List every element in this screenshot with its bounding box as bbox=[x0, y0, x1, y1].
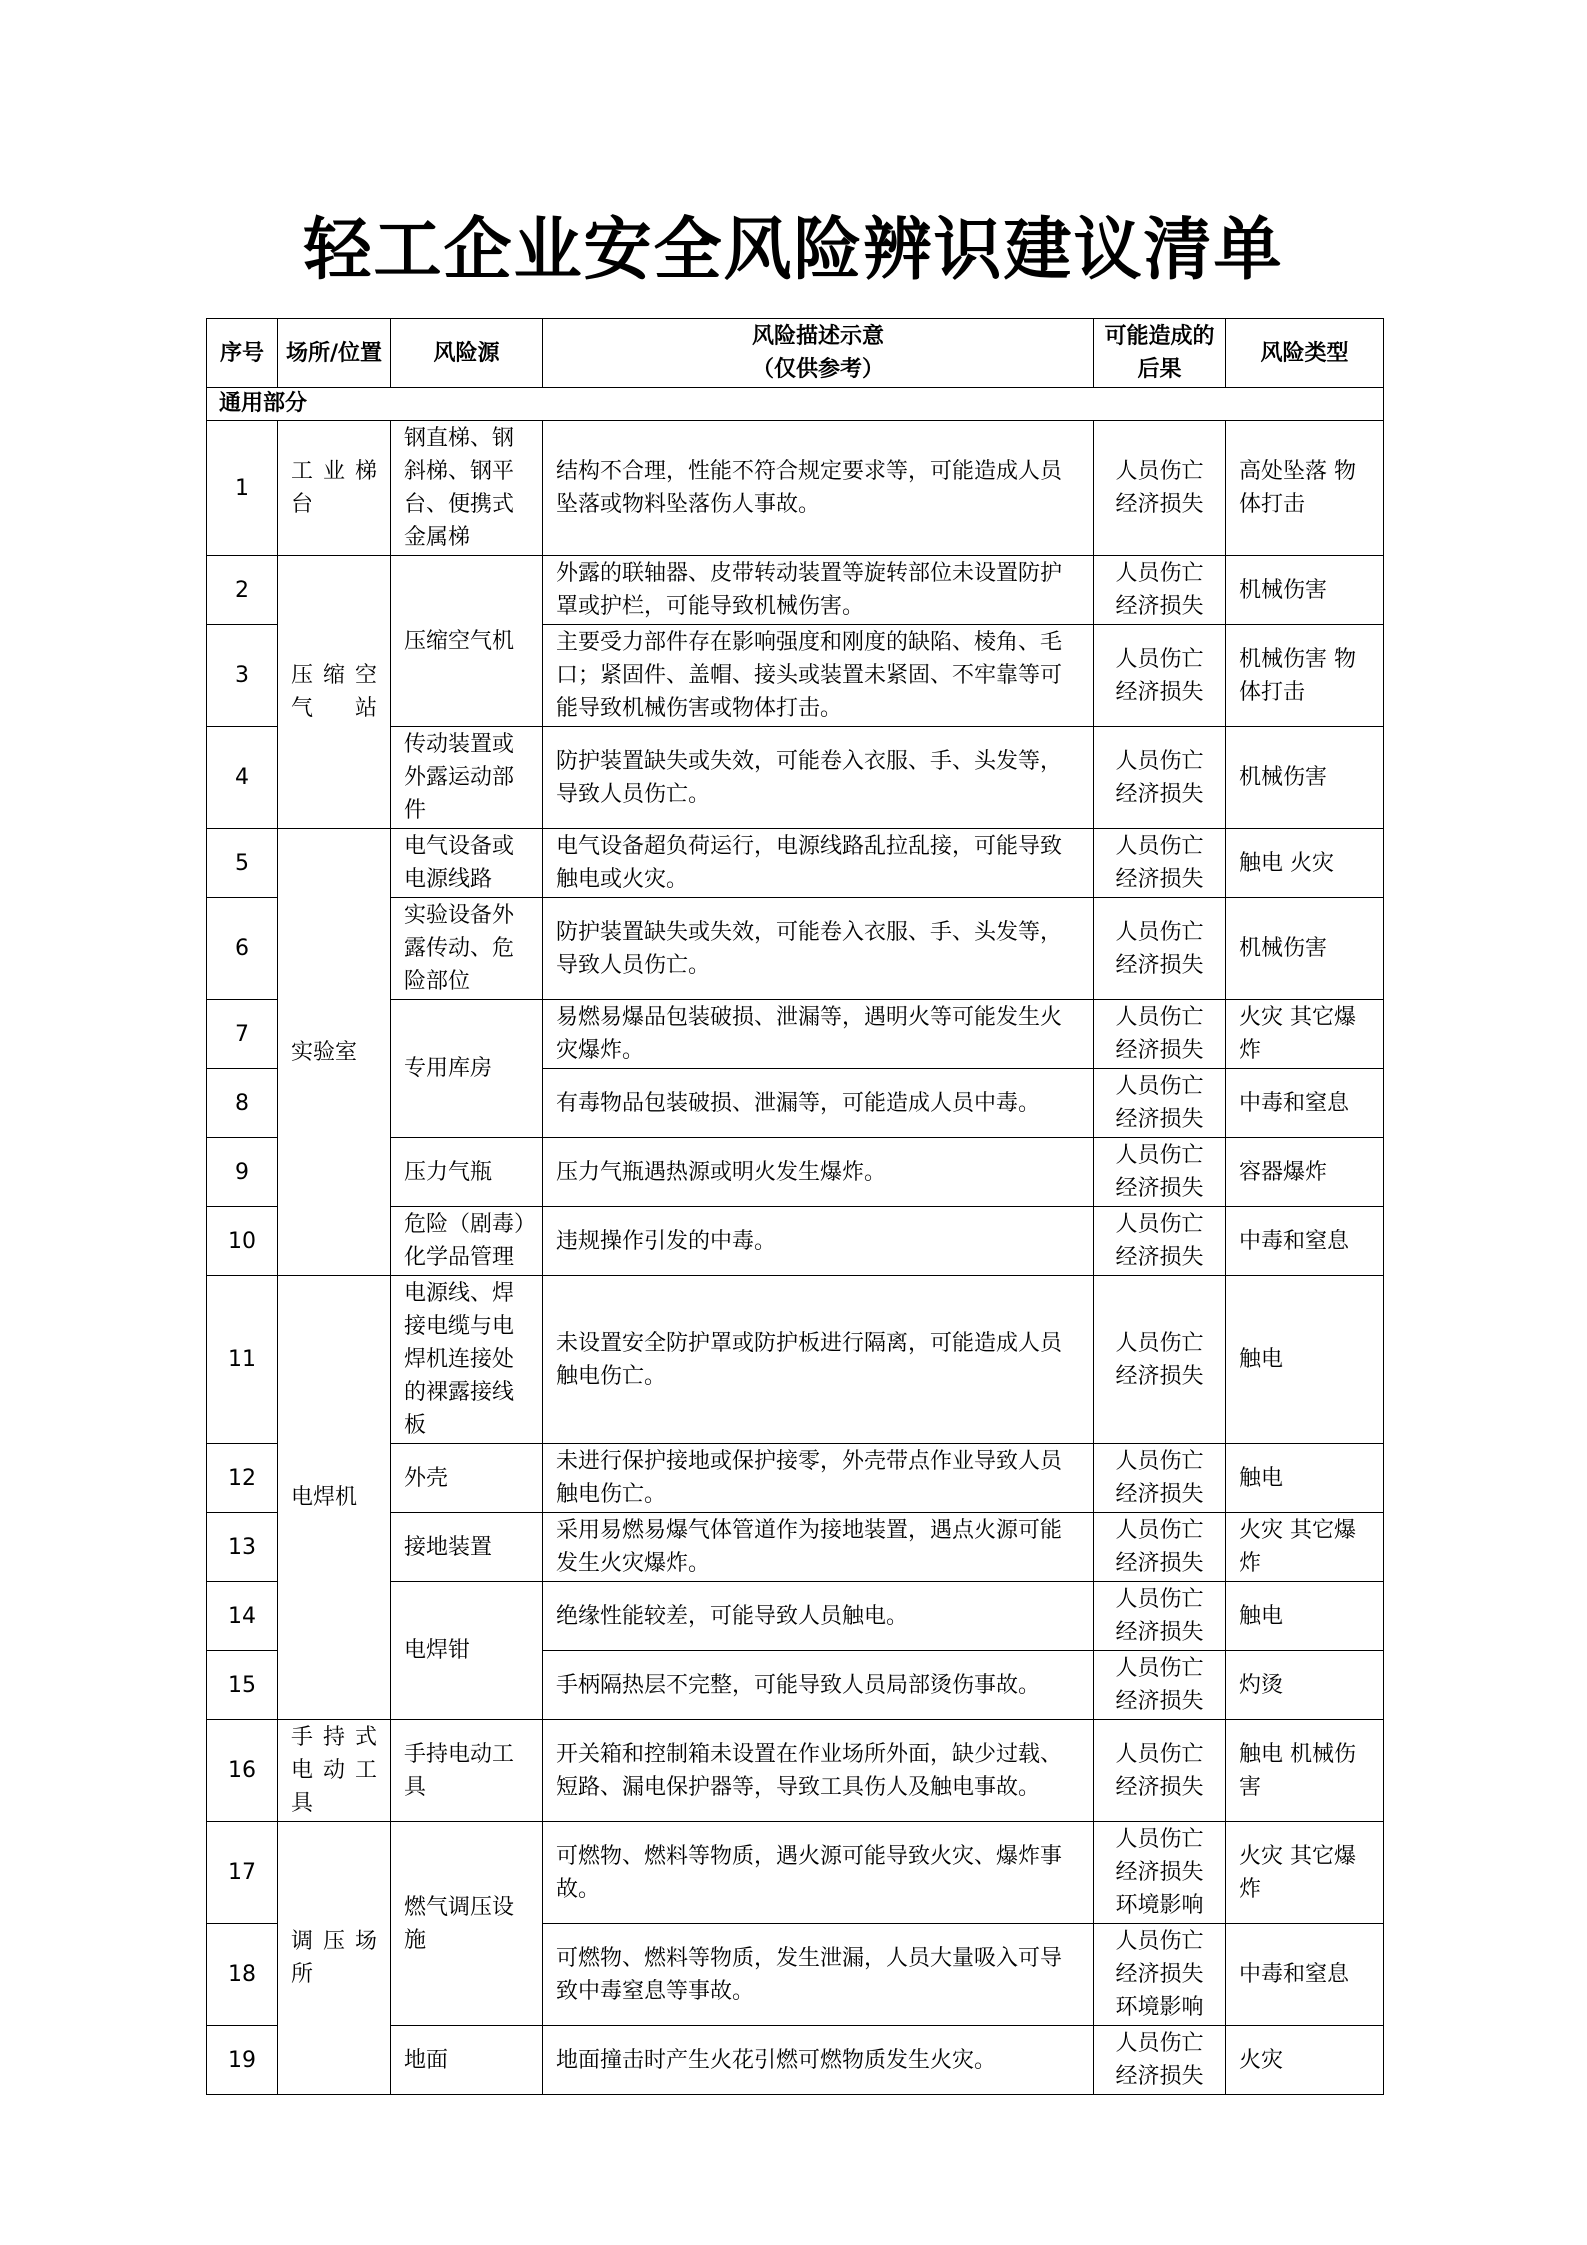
row-location: 工业梯台 bbox=[278, 421, 391, 556]
row-consequence: 人员伤亡 经济损失 bbox=[1094, 421, 1226, 556]
row-source: 外壳 bbox=[391, 1444, 543, 1513]
row-type: 触电 bbox=[1226, 1582, 1384, 1651]
row-consequence: 人员伤亡 经济损失 bbox=[1094, 1138, 1226, 1207]
row-type: 火灾 bbox=[1226, 2026, 1384, 2095]
row-type: 触电 机械伤害 bbox=[1226, 1720, 1384, 1822]
row-type: 触电 bbox=[1226, 1444, 1384, 1513]
row-type: 机械伤害 物体打击 bbox=[1226, 625, 1384, 727]
row-location: 调压场所 bbox=[278, 1822, 391, 2095]
row-source: 实验设备外露传动、危险部位 bbox=[391, 898, 543, 1000]
page-title: 轻工企业安全风险辨识建议清单 bbox=[303, 210, 1284, 290]
row-desc: 可燃物、燃料等物质，发生泄漏，人员大量吸入可导致中毒窒息等事故。 bbox=[543, 1924, 1094, 2026]
header-seq: 序号 bbox=[207, 319, 278, 388]
row-location: 电焊机 bbox=[278, 1276, 391, 1720]
section-row bbox=[207, 388, 1384, 421]
row-seq: 8 bbox=[207, 1069, 278, 1138]
row-seq: 6 bbox=[207, 898, 278, 1000]
row-seq: 13 bbox=[207, 1513, 278, 1582]
row-desc: 手柄隔热层不完整，可能导致人员局部烫伤事故。 bbox=[543, 1651, 1094, 1720]
row-seq: 11 bbox=[207, 1276, 278, 1444]
row-seq: 10 bbox=[207, 1207, 278, 1276]
header-desc-line1: 风险描述示意 bbox=[751, 324, 884, 349]
row-consequence: 人员伤亡 经济损失 bbox=[1094, 1069, 1226, 1138]
row-source: 危险（剧毒）化学品管理 bbox=[391, 1207, 543, 1276]
table-row bbox=[207, 1720, 1384, 1822]
row-seq: 5 bbox=[207, 829, 278, 898]
row-desc: 违规操作引发的中毒。 bbox=[543, 1207, 1094, 1276]
row-type: 中毒和窒息 bbox=[1226, 1207, 1384, 1276]
row-source: 压缩空气机 bbox=[391, 556, 543, 727]
header-desc-line2: （仅供参考） bbox=[751, 357, 884, 382]
row-desc: 开关箱和控制箱未设置在作业场所外面，缺少过载、短路、漏电保护器等，导致工具伤人及触电事故。 bbox=[543, 1720, 1094, 1822]
table-row bbox=[207, 1276, 1384, 1444]
header-desc bbox=[543, 319, 1094, 388]
row-seq: 14 bbox=[207, 1582, 278, 1651]
row-seq: 7 bbox=[207, 1000, 278, 1069]
row-seq: 2 bbox=[207, 556, 278, 625]
row-desc: 可燃物、燃料等物质，遇火源可能导致火灾、爆炸事故。 bbox=[543, 1822, 1094, 1924]
row-type: 火灾 其它爆炸 bbox=[1226, 1822, 1384, 1924]
row-source: 传动装置或外露运动部件 bbox=[391, 727, 543, 829]
header-type: 风险类型 bbox=[1226, 319, 1384, 388]
row-type: 机械伤害 bbox=[1226, 898, 1384, 1000]
row-consequence: 人员伤亡 经济损失 bbox=[1094, 1207, 1226, 1276]
row-consequence: 人员伤亡 经济损失 环境影响 bbox=[1094, 1924, 1226, 2026]
row-desc: 易燃易爆品包装破损、泄漏等，遇明火等可能发生火灾爆炸。 bbox=[543, 1000, 1094, 1069]
row-source: 电源线、焊接电缆与电焊机连接处的裸露接线板 bbox=[391, 1276, 543, 1444]
row-location: 手持式电动工具 bbox=[278, 1720, 391, 1822]
row-seq: 18 bbox=[207, 1924, 278, 2026]
header-consequence: 可能造成的后果 bbox=[1094, 319, 1226, 388]
row-source: 专用库房 bbox=[391, 1000, 543, 1138]
row-seq: 3 bbox=[207, 625, 278, 727]
table-row bbox=[207, 421, 1384, 556]
row-desc: 电气设备超负荷运行，电源线路乱拉乱接，可能导致触电或火灾。 bbox=[543, 829, 1094, 898]
row-type: 机械伤害 bbox=[1226, 556, 1384, 625]
row-desc: 有毒物品包装破损、泄漏等，可能造成人员中毒。 bbox=[543, 1069, 1094, 1138]
section-label: 通用部分 bbox=[207, 388, 1384, 421]
row-desc: 绝缘性能较差，可能导致人员触电。 bbox=[543, 1582, 1094, 1651]
row-type: 触电 火灾 bbox=[1226, 829, 1384, 898]
row-consequence: 人员伤亡 经济损失 bbox=[1094, 1513, 1226, 1582]
row-desc: 主要受力部件存在影响强度和刚度的缺陷、棱角、毛口；紧固件、盖帽、接头或装置未紧固、不牢靠等可能导致机械伤害或物体打击。 bbox=[543, 625, 1094, 727]
row-desc: 防护装置缺失或失效，可能卷入衣服、手、头发等，导致人员伤亡。 bbox=[543, 898, 1094, 1000]
row-source: 压力气瓶 bbox=[391, 1138, 543, 1207]
row-consequence: 人员伤亡 经济损失 环境影响 bbox=[1094, 1822, 1226, 1924]
risk-table bbox=[206, 318, 1384, 2095]
row-desc: 地面撞击时产生火花引燃可燃物质发生火灾。 bbox=[543, 2026, 1094, 2095]
row-consequence: 人员伤亡 经济损失 bbox=[1094, 1720, 1226, 1822]
row-seq: 16 bbox=[207, 1720, 278, 1822]
row-type: 灼烫 bbox=[1226, 1651, 1384, 1720]
row-consequence: 人员伤亡 经济损失 bbox=[1094, 625, 1226, 727]
row-consequence: 人员伤亡 经济损失 bbox=[1094, 1651, 1226, 1720]
row-consequence: 人员伤亡 经济损失 bbox=[1094, 727, 1226, 829]
row-consequence: 人员伤亡 经济损失 bbox=[1094, 829, 1226, 898]
row-desc: 未进行保护接地或保护接零，外壳带点作业导致人员触电伤亡。 bbox=[543, 1444, 1094, 1513]
row-seq: 12 bbox=[207, 1444, 278, 1513]
table-row bbox=[207, 556, 1384, 625]
row-source: 燃气调压设施 bbox=[391, 1822, 543, 2026]
table-header-row bbox=[207, 319, 1384, 388]
header-location: 场所/位置 bbox=[278, 319, 391, 388]
row-desc: 未设置安全防护罩或防护板进行隔离，可能造成人员触电伤亡。 bbox=[543, 1276, 1094, 1444]
table-row bbox=[207, 1822, 1384, 1924]
row-desc: 防护装置缺失或失效，可能卷入衣服、手、头发等，导致人员伤亡。 bbox=[543, 727, 1094, 829]
row-desc: 采用易燃易爆气体管道作为接地装置，遇点火源可能发生火灾爆炸。 bbox=[543, 1513, 1094, 1582]
row-type: 中毒和窒息 bbox=[1226, 1069, 1384, 1138]
table-row bbox=[207, 829, 1384, 898]
row-type: 触电 bbox=[1226, 1276, 1384, 1444]
row-consequence: 人员伤亡 经济损失 bbox=[1094, 556, 1226, 625]
row-seq: 1 bbox=[207, 421, 278, 556]
row-seq: 17 bbox=[207, 1822, 278, 1924]
row-consequence: 人员伤亡 经济损失 bbox=[1094, 1000, 1226, 1069]
row-type: 火灾 其它爆炸 bbox=[1226, 1000, 1384, 1069]
row-source: 接地装置 bbox=[391, 1513, 543, 1582]
row-source: 电焊钳 bbox=[391, 1582, 543, 1720]
row-source: 电气设备或电源线路 bbox=[391, 829, 543, 898]
row-consequence: 人员伤亡 经济损失 bbox=[1094, 1444, 1226, 1513]
row-location: 压缩空气站 bbox=[278, 556, 391, 829]
row-consequence: 人员伤亡 经济损失 bbox=[1094, 2026, 1226, 2095]
row-location: 实验室 bbox=[278, 829, 391, 1276]
row-seq: 9 bbox=[207, 1138, 278, 1207]
row-desc: 结构不合理，性能不符合规定要求等，可能造成人员坠落或物料坠落伤人事故。 bbox=[543, 421, 1094, 556]
header-source: 风险源 bbox=[391, 319, 543, 388]
row-consequence: 人员伤亡 经济损失 bbox=[1094, 1582, 1226, 1651]
row-desc: 外露的联轴器、皮带转动装置等旋转部位未设置防护罩或护栏，可能导致机械伤害。 bbox=[543, 556, 1094, 625]
row-type: 机械伤害 bbox=[1226, 727, 1384, 829]
row-consequence: 人员伤亡 经济损失 bbox=[1094, 898, 1226, 1000]
row-type: 高处坠落 物体打击 bbox=[1226, 421, 1384, 556]
row-seq: 4 bbox=[207, 727, 278, 829]
row-type: 容器爆炸 bbox=[1226, 1138, 1384, 1207]
row-seq: 15 bbox=[207, 1651, 278, 1720]
row-seq: 19 bbox=[207, 2026, 278, 2095]
row-desc: 压力气瓶遇热源或明火发生爆炸。 bbox=[543, 1138, 1094, 1207]
row-source: 地面 bbox=[391, 2026, 543, 2095]
row-type: 中毒和窒息 bbox=[1226, 1924, 1384, 2026]
row-consequence: 人员伤亡 经济损失 bbox=[1094, 1276, 1226, 1444]
row-type: 火灾 其它爆炸 bbox=[1226, 1513, 1384, 1582]
row-source: 钢直梯、钢斜梯、钢平台、便携式金属梯 bbox=[391, 421, 543, 556]
row-source: 手持电动工具 bbox=[391, 1720, 543, 1822]
